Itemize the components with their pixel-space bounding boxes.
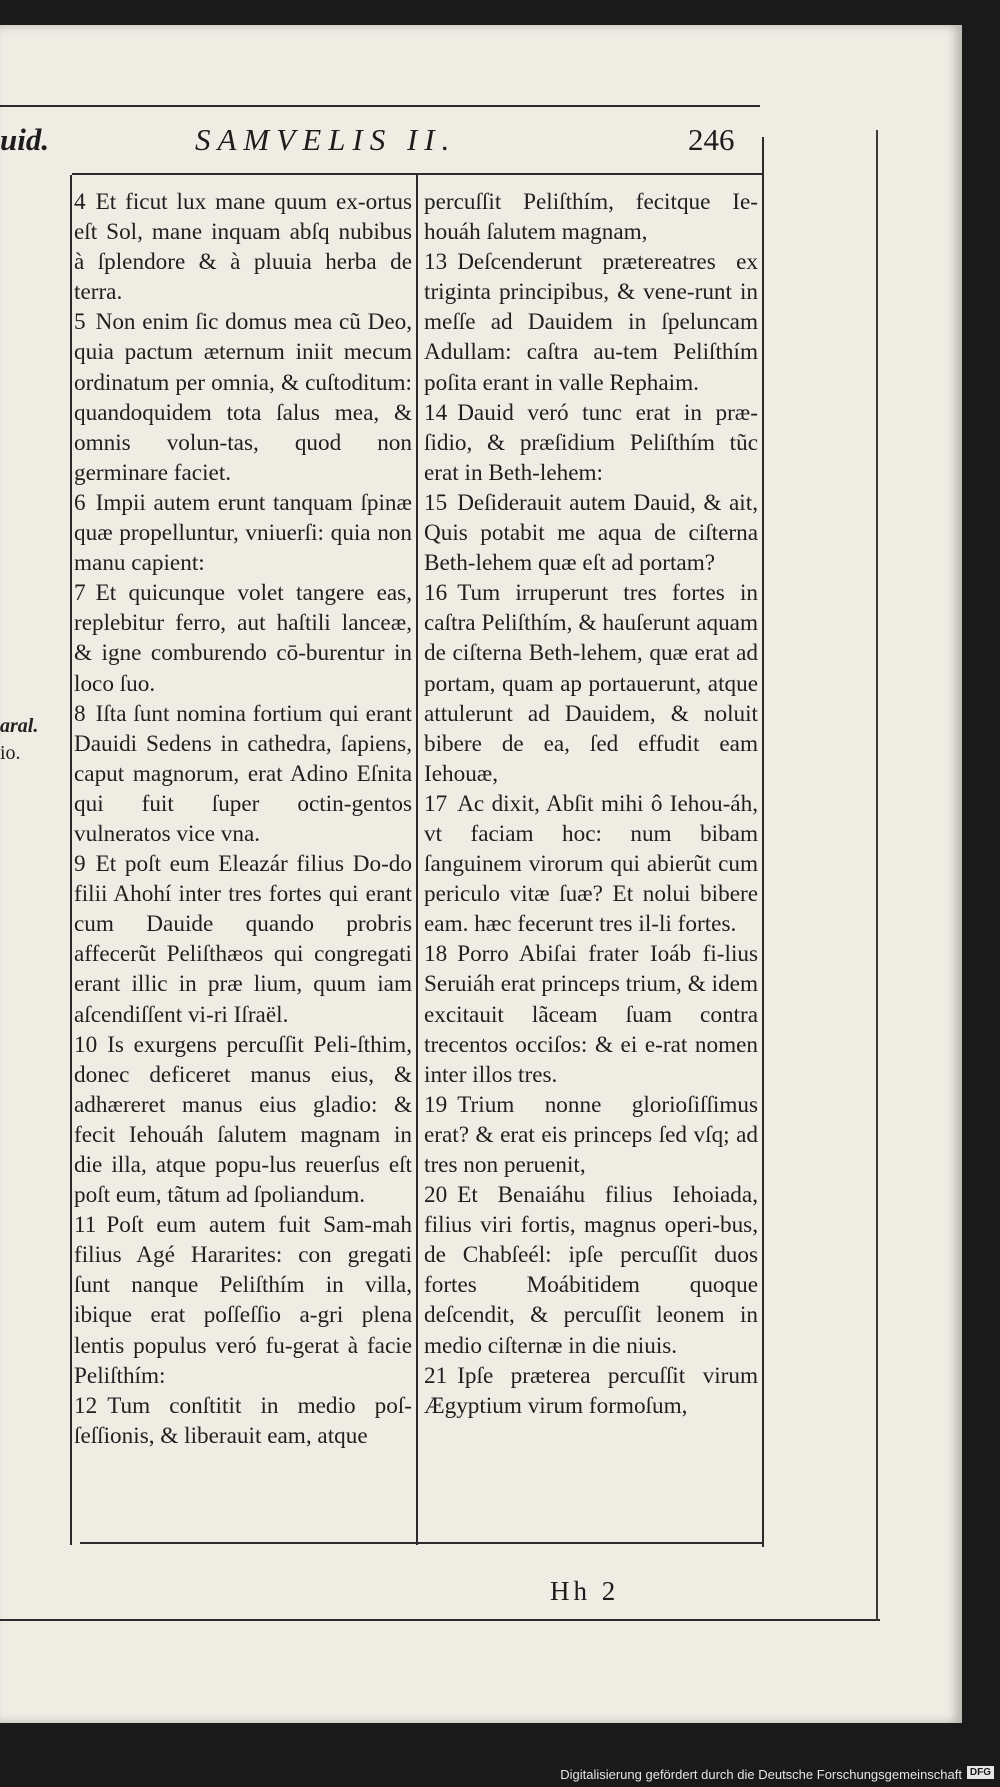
footer-rule (0, 1619, 880, 1621)
verse-text: Dauid veró tunc erat in præ-ſidio, & præſidium Peliſthím tũc erat in Beth-lehem: (424, 399, 758, 486)
verse-number: 19 (424, 1091, 448, 1118)
verse-paragraph (74, 488, 412, 578)
dfg-logo: DFG (967, 1766, 994, 1779)
running-header (0, 122, 760, 164)
verse-text: Non enim ſic domus mea cũ Deo, quia pactum æternum iniit mecum ordinatum per omnia, & cuſtoditum: quandoquidem tota ſalus mea, & omnis volun-tas, quod non germinare faciet. (74, 309, 412, 486)
margin-note-2: io. (0, 742, 21, 764)
verse-text: Deſiderauit autem Dauid, & ait, Quis potabit me aqua de ciſterna Beth-lehem quæ eſt ad portam? (424, 489, 758, 577)
left-column (74, 187, 412, 1451)
verse-paragraph (74, 1030, 412, 1211)
verse-paragraph (74, 849, 412, 1030)
verse-number: 17 (424, 790, 448, 817)
verse-text: Ipſe præterea percuſſit virum Ægyptium virum formoſum, (424, 1362, 758, 1419)
verse-paragraph (424, 1361, 758, 1421)
verse-number: 15 (424, 489, 448, 516)
verse-number: 7 (74, 580, 86, 607)
footer-bar (0, 1761, 1000, 1787)
verse-number: 16 (424, 580, 448, 607)
verse-paragraph (74, 1210, 412, 1391)
verse-text: Ac dixit, Abſit mihi ô Iehou-áh, vt faciam hoc: num bibam ſanguinem virorum qui abierũt cum periculo vitæ ſuæ? Et nolui bibere eam. hæc fecerunt tres il-li fortes. (424, 790, 758, 938)
verse-text: Trium nonne glorioſiſſimus erat? & erat eis princeps ſed vſq; ad tres non peruenit, (424, 1091, 758, 1178)
verse-number: 13 (424, 249, 448, 276)
verse-text: Tum conſtitit in medio poſ-ſeſſionis, & liberauit eam, atque (74, 1392, 412, 1449)
verse-paragraph (424, 398, 758, 488)
bottom-rule (80, 1542, 762, 1544)
right-column-rule (762, 137, 764, 1547)
verse-text: Et ficut lux mane quum ex-ortus eſt Sol, mane inquam abſq nubibus à ſplendore & à pluuia herba de terra. (74, 189, 412, 306)
verse-number: 21 (424, 1362, 448, 1389)
verse-paragraph (424, 578, 758, 789)
verse-text: percuſſit Peliſthím, fecitque Ie-houáh ſalutem magnam, (424, 189, 758, 246)
verse-number: 20 (424, 1182, 448, 1209)
header-left-fragment: uid. (0, 122, 50, 157)
verse-text: Impii autem erunt tanquam ſpinæ quæ propelluntur, vniuerſi: quia non manu capient: (74, 489, 412, 577)
verse-text: Porro Abiſai frater Ioáb fi-lius Seruiáh erat princeps trium, & idem excitauit lãceam ſuam contra trecentos occiſos: & ei e-rat nomen inter illos tres. (424, 941, 758, 1088)
verse-text: Is exurgens percuſſit Peli-ſthim, donec deficeret manus eius, & adhæreret manus eius gladio: & fecit Iehouáh ſalutem magnam in die illa, atque popu-lus reuerſus eſt poſt eum, tãtum ad ſpoliandum. (74, 1031, 412, 1209)
verse-number: 8 (74, 700, 86, 727)
verse-text: Et poſt eum Eleazár filius Do-do filii Ahohí inter tres fortes qui erant cum Dauide quando probris affecerũt Peliſthæos qui congregati erant illic in præ lium, quum iam aſcendiſſent vi-ri Iſraël. (74, 851, 412, 1028)
verse-paragraph (424, 187, 758, 247)
margin-note-1: aral. (0, 715, 39, 737)
verse-text: Et quicunque volet tangere eas, replebitur ferro, aut haſtili lanceæ, & igne comburendo cō-burentur in loco ſuo. (74, 580, 412, 697)
verse-number: 6 (74, 489, 86, 516)
header-title: SAMVELIS II. (195, 122, 457, 157)
verse-paragraph (424, 1090, 758, 1180)
right-column (424, 187, 758, 1421)
book-page (0, 25, 962, 1723)
verse-text: Deſcenderunt prætereatres ex triginta principibus, & vene-runt in meſſe ad Dauidem in ſpeluncam Adullam: caſtra au-tem Peliſthím poſita erant in valle Rephaim. (424, 249, 758, 396)
verse-text: Poſt eum autem fuit Sam-mah filius Agé Hararites: con gregati ſunt nanque Peliſthím in villa, ibique erat poſſeſſio a-gri plena lentis populus veró fu-gerat à facie Peliſthím: (74, 1212, 412, 1389)
verse-paragraph (74, 699, 412, 849)
verse-number: 14 (424, 399, 448, 426)
verse-number: 12 (74, 1392, 98, 1419)
verse-text: Et Benaiáhu filius Iehoiada, filius viri fortis, magnus operi-bus, de Chabſeél: ipſe percuſſit duos fortes Moábitidem quoque deſcendit, & percuſſit leonem in medio ciſternæ in die niuis. (424, 1182, 758, 1359)
verse-number: 4 (74, 189, 86, 215)
top-rule (0, 105, 760, 107)
verse-text: Tum irruperunt tres fortes in caſtra Peliſthím, & hauſerunt aquam de ciſterna Beth-lehem, quæ erat ad portam, quam ap portauerunt, atque attulerunt ad Dauidem, & noluit bibere de ea, ſed effudit eam Iehouæ, (424, 580, 758, 787)
footer-credit: Digitalisierung gefördert durch die Deutsche Forschungsgemeinschaft (560, 1767, 962, 1782)
verse-paragraph (74, 307, 412, 488)
verse-paragraph (74, 1391, 412, 1451)
verse-paragraph (424, 488, 758, 578)
verse-number: 11 (74, 1212, 97, 1239)
left-column-rule (70, 175, 72, 1545)
page-number: 246 (688, 122, 735, 157)
column-divider (416, 175, 418, 1545)
verse-paragraph (424, 939, 758, 1089)
verse-paragraph (74, 187, 412, 307)
verse-number: 18 (424, 941, 448, 968)
verse-paragraph (424, 1180, 758, 1361)
verse-paragraph (424, 247, 758, 397)
margin-line (876, 130, 878, 1620)
verse-text: Iſta ſunt nomina fortium qui erant Dauidi Sedens in cathedra, ſapiens, caput magnorum, erat Adino Eſnita qui fuit ſuper octin-gentos vulneratos vice vna. (74, 700, 412, 847)
verse-number: 9 (74, 851, 86, 878)
verse-number: 10 (74, 1031, 98, 1058)
verse-paragraph (424, 789, 758, 939)
signature-mark: Hh 2 (550, 1576, 620, 1606)
verse-paragraph (74, 578, 412, 698)
verse-number: 5 (74, 309, 86, 336)
